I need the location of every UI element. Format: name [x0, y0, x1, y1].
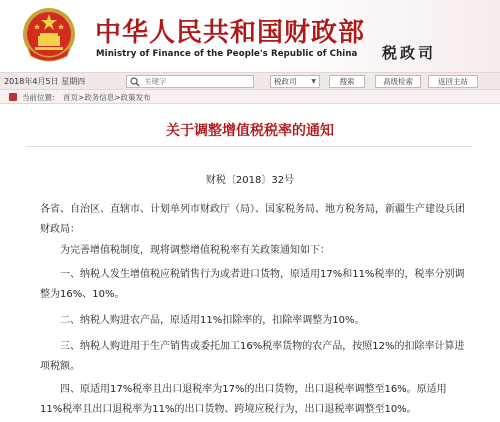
advanced-search-button[interactable]: 高级检索: [375, 75, 421, 88]
scope-select[interactable]: [270, 75, 320, 88]
article-paragraph: 二、纳税人购进农产品，原适用11%扣除率的，扣除率调整为10%。: [60, 315, 365, 326]
chevron-down-icon: ▼: [311, 78, 316, 85]
site-title-en: Ministry of Finance of the People's Republic of China: [96, 49, 358, 59]
breadcrumb: [0, 90, 500, 104]
article-paragraph: 为完善增值税制度，现将调整增值税税率有关政策通知如下：: [60, 245, 330, 256]
site-title-cn: 中华人民共和国财政部: [95, 18, 366, 48]
article-paragraph: 一、纳税人发生增值税应税销售行为或者进口货物，原适用17%和11%税率的，税率分别调整为16%、10%。: [40, 269, 465, 300]
search-input[interactable]: [144, 76, 252, 87]
location-icon: [9, 93, 17, 101]
article-paragraph: 四、原适用17%税率且出口退税率为17%的出口货物，出口退税率调整至16%。原适用11%税率且出口退税率为11%的出口货物、跨境应税行为，出口退税率调整至10%。: [40, 384, 447, 415]
breadcrumb-trail[interactable]: 首页>政务信息>政策发布: [63, 93, 151, 102]
article-title: 关于调整增值税税率的通知: [166, 123, 334, 139]
article-paragraph: 三、纳税人购进用于生产销售或委托加工16%税率货物的农产品，按照12%的扣除率计算进项税额。: [40, 341, 465, 372]
search-toolbar: [0, 72, 500, 90]
department-name: 税政司: [382, 44, 437, 62]
scope-select-value: 税政司: [274, 77, 297, 86]
current-date: 2018年4月5日 星期四: [4, 77, 86, 86]
article: [0, 104, 500, 422]
return-home-button[interactable]: 返回主站: [428, 75, 478, 88]
search-icon[interactable]: [130, 77, 140, 87]
search-box[interactable]: [126, 75, 254, 88]
document-number: 财税〔2018〕32号: [205, 175, 295, 186]
national-emblem-icon[interactable]: [21, 6, 77, 66]
search-button[interactable]: 搜索: [329, 75, 365, 88]
article-paragraph: 各省、自治区、直辖市、计划单列市财政厅（局）、国家税务局、地方税务局，新疆生产建设兵团财政局：: [40, 204, 465, 235]
breadcrumb-prefix: 当前位置:: [22, 93, 55, 102]
site-header: [0, 0, 500, 72]
title-divider: [26, 146, 472, 147]
